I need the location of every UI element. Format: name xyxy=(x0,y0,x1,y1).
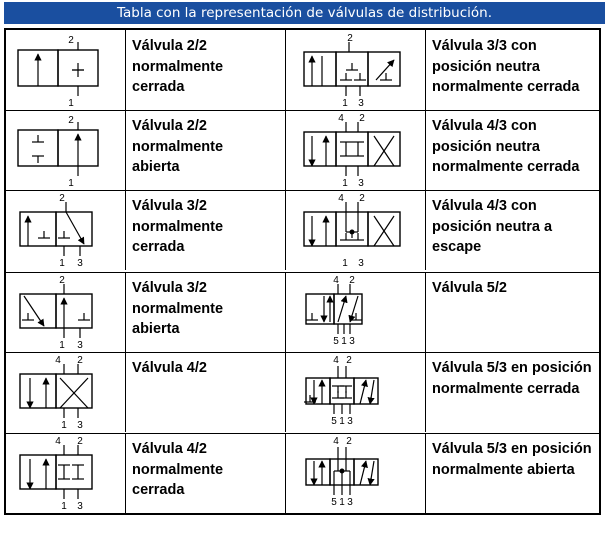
flow-arrow xyxy=(370,461,374,485)
valve-drawing xyxy=(20,193,92,269)
port-number: 2 xyxy=(68,35,74,46)
valve-position-box xyxy=(336,212,368,246)
valve-symbol-cell xyxy=(286,433,426,513)
port-number: 1 xyxy=(59,258,65,269)
port-number: 3 xyxy=(358,98,364,109)
port-number: 4 xyxy=(55,436,61,447)
port-number: 2 xyxy=(59,193,65,204)
valve-drawing xyxy=(306,275,362,347)
valve-drawing xyxy=(306,436,378,508)
valve-drawing xyxy=(304,33,400,109)
valve-drawing xyxy=(20,355,92,431)
valve-drawing xyxy=(304,355,378,427)
port-number: 4 xyxy=(338,193,344,204)
port-number: 3 xyxy=(347,497,353,508)
valve-symbol-cell xyxy=(6,272,126,352)
port-number: 2 xyxy=(359,113,365,124)
valve-label: Válvula 4/2 xyxy=(126,352,286,432)
valve-symbol-cell xyxy=(286,272,426,352)
flow-arrow xyxy=(350,296,358,322)
valve-drawing xyxy=(20,436,92,512)
port-number: 3 xyxy=(77,340,83,351)
valve-drawing xyxy=(18,35,98,109)
valve-label: Válvula 3/2 normalmente abierta xyxy=(126,272,286,352)
port-number: 1 xyxy=(339,416,345,427)
valve-position-box xyxy=(306,459,330,485)
port-number: 3 xyxy=(77,420,83,431)
valve-table xyxy=(4,28,601,515)
port-number: 1 xyxy=(68,178,74,189)
valve-position-box xyxy=(20,455,56,489)
port-number: 3 xyxy=(349,336,355,347)
valve-label: Válvula 4/2 normalmente cerrada xyxy=(126,433,286,513)
port-number: 3 xyxy=(358,178,364,189)
valve-drawing xyxy=(18,115,98,189)
valve-position-box xyxy=(368,132,400,166)
valve-position-box xyxy=(304,212,336,246)
valve-symbol xyxy=(286,30,426,110)
valve-symbol-cell xyxy=(6,190,126,270)
valve-drawing xyxy=(304,113,400,189)
port-number: 3 xyxy=(77,258,83,269)
port-number: 4 xyxy=(333,275,339,286)
valve-symbol-cell xyxy=(286,352,426,432)
table-title: Tabla con la representación de válvulas de distribución. xyxy=(4,2,605,24)
valve-position-box xyxy=(20,374,56,408)
valve-symbol xyxy=(286,433,426,513)
port-number: 1 xyxy=(61,501,67,512)
port-number: 1 xyxy=(342,178,348,189)
valve-label: Válvula 2/2 normalmente cerrada xyxy=(126,30,286,110)
port-number: 3 xyxy=(347,416,353,427)
port-number: 1 xyxy=(339,497,345,508)
valve-symbol-cell xyxy=(6,30,126,110)
valve-label: Válvula 5/3 en posición normalmente abierta xyxy=(432,441,592,478)
valve-symbol xyxy=(286,110,426,190)
valve-symbol xyxy=(6,272,126,352)
valve-label: Válvula 4/3 con posición neutra normalmente cerrada xyxy=(432,118,580,175)
port-number: 2 xyxy=(349,275,355,286)
valve-symbol xyxy=(286,190,426,270)
port-number: 1 xyxy=(342,258,348,269)
port-number: 2 xyxy=(59,275,65,286)
valve-position-box xyxy=(330,378,354,404)
valve-position-box xyxy=(56,455,92,489)
valve-symbol xyxy=(286,352,426,432)
valve-label: Válvula 5/3 en posición normalmente cerrada xyxy=(432,360,592,397)
valve-position-box xyxy=(304,132,336,166)
port-number: 2 xyxy=(346,436,352,447)
flow-arrow xyxy=(360,461,366,485)
valve-symbol-cell xyxy=(286,110,426,190)
port-number: 5 xyxy=(331,497,337,508)
port-number: 1 xyxy=(61,420,67,431)
flow-arrow xyxy=(66,212,84,244)
port-number: 1 xyxy=(59,340,65,351)
port-number: 2 xyxy=(346,355,352,366)
port-number: 1 xyxy=(68,98,74,109)
valve-drawing xyxy=(20,275,92,351)
port-number: 1 xyxy=(341,336,347,347)
valve-symbol-cell xyxy=(6,433,126,513)
valve-symbol xyxy=(6,110,126,190)
port-number: 3 xyxy=(358,258,364,269)
valve-label: Válvula 3/3 con posición neutra normalmente cerrada xyxy=(432,38,580,95)
port-number: 2 xyxy=(77,355,83,366)
port-number: 2 xyxy=(347,33,353,44)
port-number: 2 xyxy=(359,193,365,204)
flow-arrow xyxy=(370,380,374,404)
port-number: 1 xyxy=(342,98,348,109)
valve-position-box xyxy=(56,294,92,328)
valve-position-box xyxy=(368,212,400,246)
port-number: 4 xyxy=(55,355,61,366)
valve-symbol xyxy=(286,272,426,352)
valve-drawing xyxy=(304,193,400,269)
port-number: 2 xyxy=(68,115,74,126)
valve-symbol-cell xyxy=(6,110,126,190)
valve-label: Válvula 2/2 normalmente abierta xyxy=(126,110,286,190)
flow-arrow xyxy=(338,296,346,322)
port-number: 5 xyxy=(333,336,339,347)
port-number: 2 xyxy=(77,436,83,447)
flow-arrow xyxy=(376,60,394,80)
valve-symbol-cell xyxy=(286,30,426,110)
port-number: 5 xyxy=(331,416,337,427)
valve-position-box xyxy=(336,132,368,166)
valve-symbol xyxy=(6,30,126,110)
flow-arrow xyxy=(24,296,44,326)
valve-symbol xyxy=(6,190,126,270)
valve-symbol xyxy=(6,352,126,432)
valve-position-box xyxy=(304,52,336,86)
valve-position-box xyxy=(56,212,92,246)
valve-symbol-cell xyxy=(6,352,126,432)
valve-symbol xyxy=(6,433,126,513)
valve-position-box xyxy=(368,52,400,86)
valve-label: Válvula 3/2 normalmente cerrada xyxy=(126,190,286,270)
port-number: 4 xyxy=(333,436,339,447)
port-number: 3 xyxy=(77,501,83,512)
valve-position-box xyxy=(20,212,56,246)
valve-symbol-cell xyxy=(286,190,426,270)
valve-label: Válvula 4/3 con posición neutra a escape xyxy=(432,198,553,255)
port-number: 4 xyxy=(338,113,344,124)
flow-arrow xyxy=(360,380,366,404)
valve-label: Válvula 5/2 xyxy=(432,280,507,296)
junction-dot xyxy=(340,469,344,473)
port-number: 4 xyxy=(333,355,339,366)
